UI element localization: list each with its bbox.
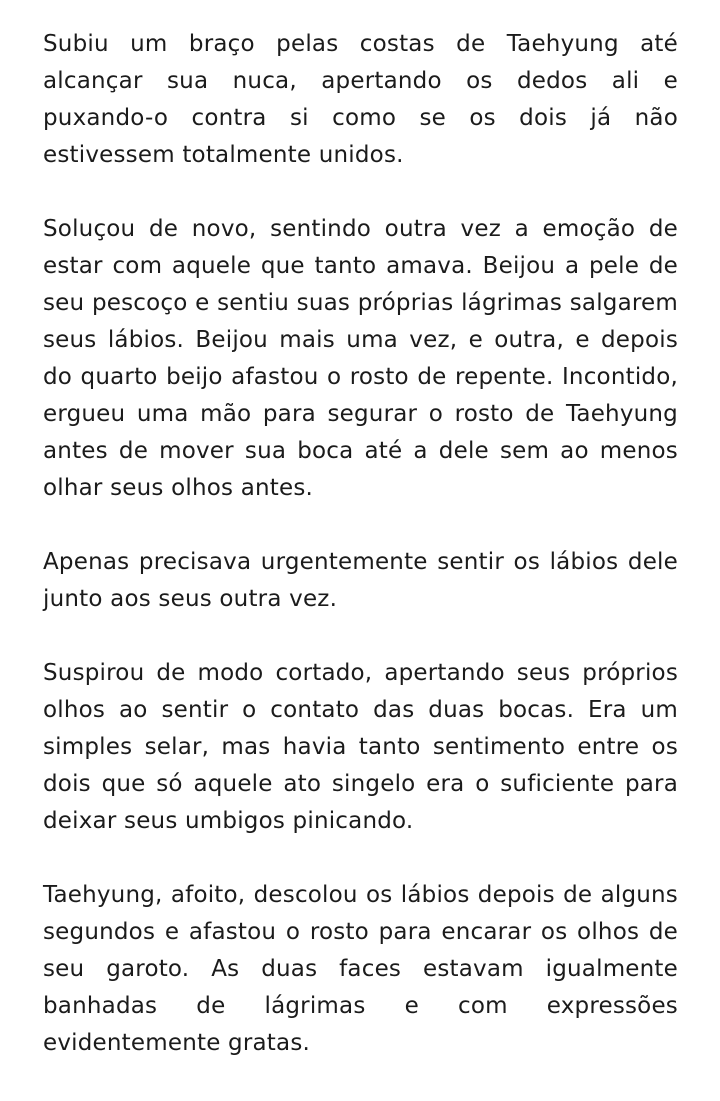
paragraph: Soluçou de novo, sentindo outra vez a emoção de estar com aquele que tanto amava. Beijou a pele de seu pescoço e sentiu suas próprias lágrimas salgarem seus lábios. Beijou mais uma vez, e outra, e depois do quarto beijo afastou o rosto de repente. Incontido, ergueu uma mão para segurar o rosto de Taehyung antes de mover sua boca até a dele sem ao menos olhar seus olhos antes.: [43, 216, 678, 501]
paragraph: Taehyung, afoito, descolou os lábios depois de alguns segundos e afastou o rosto para encarar os olhos de seu garoto. As duas faces estavam igualmente banhadas de lágrimas e com expressões evidentemente gratas.: [43, 882, 678, 1056]
paragraph: Suspirou de modo cortado, apertando seus próprios olhos ao sentir o contato das duas bocas. Era um simples selar, mas havia tanto sentimento entre os dois que só aquele ato singelo era o suficiente para deixar seus umbigos pinicando.: [43, 660, 678, 834]
paragraph: Subiu um braço pelas costas de Taehyung até alcançar sua nuca, apertando os dedos ali e puxando-o contra si como se os dois já não estivessem totalmente unidos.: [43, 31, 678, 168]
paragraph: Apenas precisava urgentemente sentir os lábios dele junto aos seus outra vez.: [43, 549, 678, 612]
story-text: [43, 26, 678, 1062]
